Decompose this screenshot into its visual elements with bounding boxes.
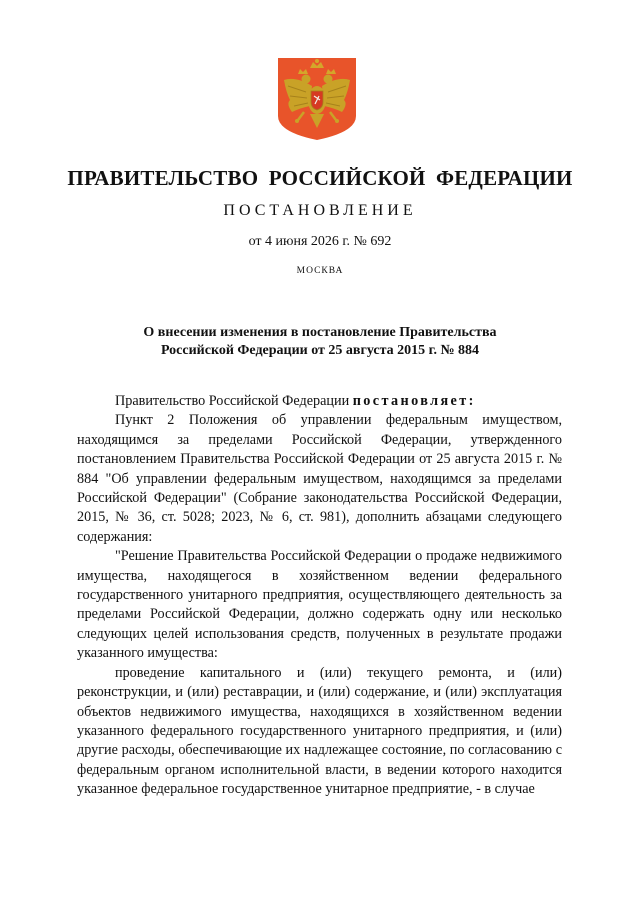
decree-word: постановляет: (352, 393, 476, 409)
document-subject (100, 324, 540, 360)
intro-paragraph (77, 392, 562, 411)
document-date-number: от 4 июня 2026 г. № 692 (248, 234, 392, 249)
body-paragraph-1: Пункт 2 Положения об управлении федеральным имуществом, находящимся за пределами Российской Федерации, утвержденного постановлением Правительства Российской Федерации от 25 августа 2015 г. № 884 "Об управлении федеральным имуществом, находящимся за пределами Российской Федерации" (Собрание законодательства Российской Федерации, 2015, № 36, ст. 5028; 2023, № 6, ст. 981), дополнить абзацами следующего содержания: (77, 412, 562, 545)
document-body (77, 392, 562, 800)
document-city: МОСКВА (296, 266, 344, 276)
body-paragraph-3: проведение капитального и (или) текущего ремонта, и (или) реконструкции, и (или) реставрации, и (или) содержание, и (или) эксплуатация объектов недвижимого имущества, находящихся в хозяйственном ведении указанного федерального государственного унитарного предприятия, и (или) другие расходы, обеспечивающие их надлежащее состояние, по согласованию с федеральным органом исполнительной власти, в ведении которого находится указанное федеральное государственное унитарное предприятие, - в случае (77, 664, 562, 798)
intro-prefix: Правительство Российской Федерации (115, 393, 353, 409)
document-type: ПОСТАНОВЛЕНИЕ (223, 202, 417, 219)
government-title: ПРАВИТЕЛЬСТВО РОССИЙСКОЙ ФЕДЕРАЦИИ (67, 166, 573, 190)
coat-of-arms-icon (276, 56, 358, 142)
subject-line-2: Российской Федерации от 25 августа 2015 г. № 884 (160, 343, 480, 358)
body-paragraph-2: "Решение Правительства Российской Федерации о продаже недвижимого имущества, находящегося в хозяйственном ведении федерального государственного унитарного предприятия, осуществляющего деятельность за пределами Российской Федерации, должно содержать одну или несколько следующих целей использования средств, полученных в результате продажи указанного имущества: (77, 548, 562, 662)
subject-line-1: О внесении изменения в постановление Правительства (143, 325, 497, 340)
